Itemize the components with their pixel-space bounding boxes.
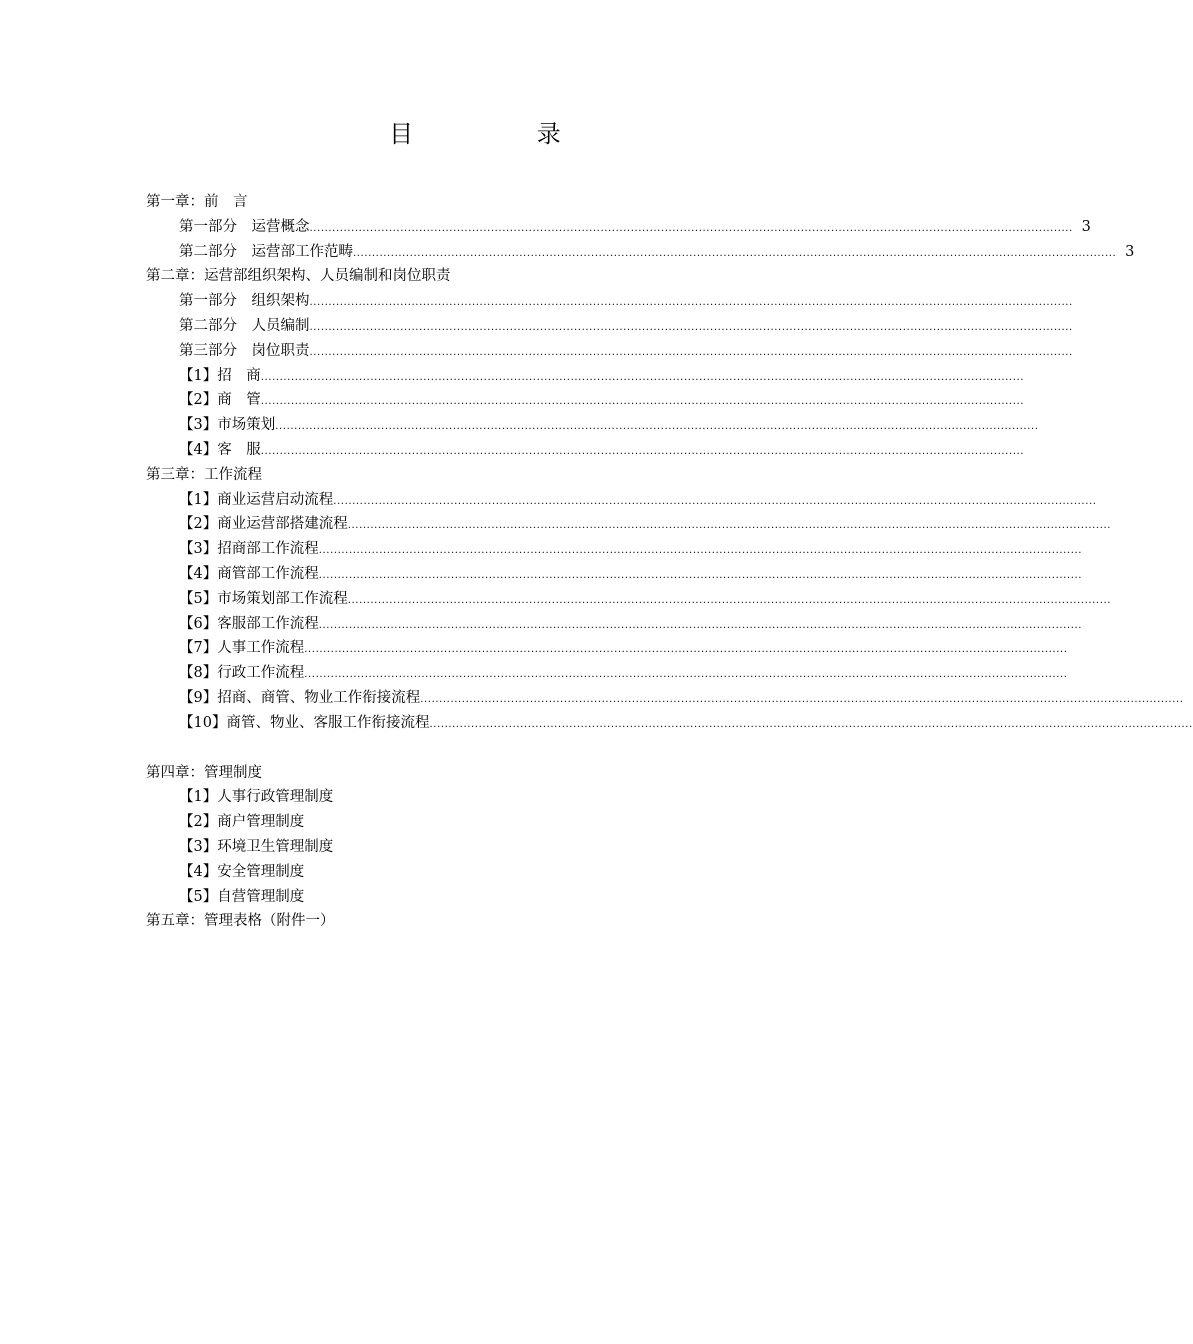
toc-entry[interactable] — [146, 364, 1025, 389]
toc-label: 第四章：管理制度 — [146, 764, 262, 781]
dot-leader: .......................................................................................................................................................................................................... — [260, 445, 1025, 457]
dot-leader: .......................................................................................................................................................................................................... — [275, 421, 1039, 433]
dot-leader: .......................................................................................................................................................................................................... — [309, 321, 1073, 333]
toc-entry[interactable] — [146, 785, 866, 810]
toc-label: 【7】人事工作流程 — [179, 640, 305, 657]
toc-entry[interactable] — [146, 215, 1091, 240]
table-of-contents — [146, 190, 1193, 934]
dot-leader: .......................................................................................................................................................................................................... — [309, 297, 1073, 309]
toc-label: 第一部分 组织架构 — [179, 293, 310, 310]
toc-label: 【3】招商部工作流程 — [179, 541, 319, 558]
dot-leader: .......................................................................................................................................................................................................... — [309, 222, 1073, 234]
toc-entry[interactable] — [146, 314, 1073, 339]
toc-label: 【10】商管、物业、客服工作衔接流程 — [179, 714, 430, 731]
toc-label: 第五章：管理表格（附件一） — [146, 913, 335, 930]
toc-label: 第一章：前 言 — [146, 194, 248, 210]
toc-entry[interactable] — [146, 488, 1097, 513]
toc-label: 【1】商业运营启动流程 — [179, 491, 334, 508]
toc-label: 【2】商业运营部搭建流程 — [179, 516, 348, 533]
dot-leader: .......................................................................................................................................................................................................... — [304, 669, 1068, 681]
toc-entry[interactable] — [146, 835, 866, 860]
toc-entry[interactable] — [146, 711, 1193, 736]
toc-entry[interactable] — [146, 512, 1112, 537]
toc-title: 目 录 — [389, 120, 619, 148]
dot-leader: .......................................................................................................................................................................................................... — [318, 569, 1083, 581]
dot-leader: .......................................................................................................................................................................................................... — [429, 718, 1193, 730]
toc-label: 【5】自营管理制度 — [179, 888, 305, 905]
toc-entry[interactable] — [146, 537, 1083, 562]
dot-leader: .......................................................................................................................................................................................................... — [347, 520, 1112, 532]
toc-label: 第二章：运营部组织架构、人员编制和岗位职责 — [146, 268, 451, 285]
toc-label: 【9】招商、商管、物业工作衔接流程 — [179, 689, 421, 706]
toc-label: 第一部分 运营概念 — [179, 218, 310, 235]
toc-chapter-1[interactable] — [146, 190, 866, 215]
toc-label: 【3】环境卫生管理制度 — [179, 838, 334, 855]
toc-entry[interactable] — [146, 289, 1073, 314]
toc-entry[interactable] — [146, 339, 1073, 364]
toc-entry[interactable] — [146, 885, 866, 910]
toc-chapter-3[interactable] — [146, 463, 866, 488]
toc-chapter-5[interactable] — [146, 909, 866, 934]
toc-entry[interactable] — [146, 562, 1083, 587]
toc-entry[interactable] — [146, 686, 1184, 711]
toc-label: 【1】人事行政管理制度 — [179, 789, 334, 806]
dot-leader: .......................................................................................................................................................................................................... — [318, 545, 1083, 557]
dot-leader: .......................................................................................................................................................................................................... — [309, 346, 1073, 358]
toc-label: 第二部分 运营部工作范畴 — [179, 243, 353, 260]
toc-entry[interactable] — [146, 587, 1112, 612]
toc-chapter-4[interactable] — [146, 761, 866, 786]
toc-chapter-2[interactable] — [146, 264, 866, 289]
toc-entry[interactable] — [146, 661, 1068, 686]
toc-page-number: 3 — [1081, 218, 1091, 235]
toc-label: 【4】安全管理制度 — [179, 863, 305, 880]
dot-leader: .......................................................................................................................................................................................................... — [420, 693, 1184, 705]
toc-entry[interactable] — [146, 860, 866, 885]
toc-label: 【2】商户管理制度 — [179, 814, 305, 831]
dot-leader: .......................................................................................................................................................................................................... — [347, 594, 1112, 606]
toc-label: 【5】市场策划部工作流程 — [179, 590, 348, 607]
toc-entry[interactable] — [146, 388, 1025, 413]
toc-label: 第三章：工作流程 — [146, 466, 262, 483]
toc-label: 第二部分 人员编制 — [179, 317, 310, 334]
toc-label: 【4】客 服 — [179, 441, 261, 458]
toc-entry[interactable] — [146, 413, 1039, 438]
dot-leader: .......................................................................................................................................................................................................... — [353, 247, 1117, 259]
toc-label: 【6】客服部工作流程 — [179, 615, 319, 632]
dot-leader: .......................................................................................................................................................................................................... — [260, 396, 1025, 408]
toc-entry[interactable] — [146, 636, 1068, 661]
toc-label: 第三部分 岗位职责 — [179, 342, 310, 359]
toc-entry[interactable] — [146, 810, 866, 835]
toc-entry[interactable] — [146, 612, 1083, 637]
dot-leader: .......................................................................................................................................................................................................... — [318, 619, 1083, 631]
toc-label: 【4】商管部工作流程 — [179, 565, 319, 582]
toc-label: 【1】招 商 — [179, 367, 261, 384]
toc-entry[interactable] — [146, 438, 1025, 463]
toc-label: 【2】商 管 — [179, 392, 261, 409]
toc-label: 【3】市场策划 — [179, 417, 276, 434]
dot-leader: .......................................................................................................................................................................................................... — [304, 644, 1068, 656]
spacer — [146, 736, 866, 761]
dot-leader: .......................................................................................................................................................................................................... — [333, 495, 1097, 507]
toc-label: 【8】行政工作流程 — [179, 665, 305, 682]
dot-leader: .......................................................................................................................................................................................................... — [260, 371, 1025, 383]
toc-entry[interactable] — [146, 240, 1135, 265]
toc-page-number: 3 — [1125, 243, 1135, 260]
